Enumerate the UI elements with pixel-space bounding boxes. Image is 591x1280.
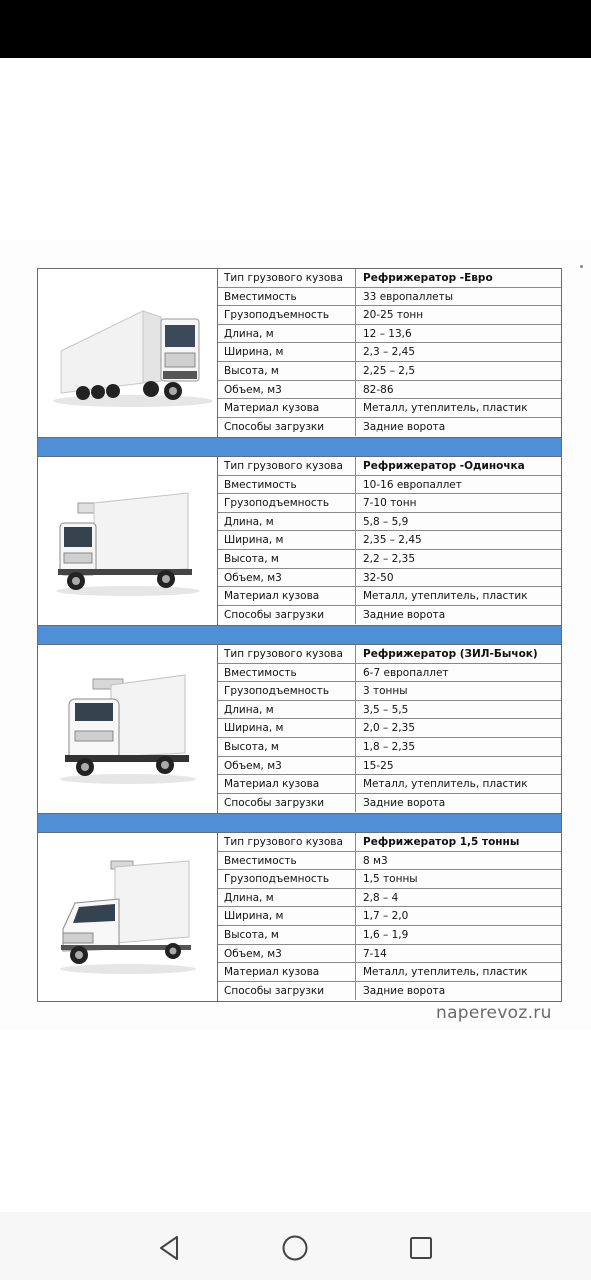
- spec-row: [218, 645, 561, 664]
- vehicle-block: [38, 457, 561, 626]
- vehicle-block: [38, 645, 561, 814]
- spec-row: [218, 587, 561, 606]
- spec-label: Тип грузового кузова: [218, 645, 356, 663]
- section-divider: [38, 438, 561, 457]
- spec-label: Длина, м: [218, 513, 356, 531]
- spec-value: 7-14: [363, 947, 387, 960]
- spec-label: Грузоподъемность: [218, 682, 356, 700]
- spec-rows: [218, 457, 561, 625]
- spec-label: Грузоподъемность: [218, 494, 356, 512]
- zil-truck-icon: [53, 669, 203, 789]
- van-truck-icon: [53, 857, 203, 977]
- spec-row: [218, 531, 561, 550]
- spec-label: Ширина, м: [218, 719, 356, 737]
- spec-row: [218, 606, 561, 625]
- spec-row: [218, 381, 561, 400]
- spec-label: Грузоподъемность: [218, 870, 356, 888]
- spec-value: Рефрижератор -Одиночка: [363, 460, 525, 472]
- spec-value: 2,2 – 2,35: [363, 552, 416, 565]
- spec-row: [218, 457, 561, 476]
- spec-row: [218, 889, 561, 908]
- spec-label: Объем, м3: [218, 381, 356, 399]
- spec-label: Высота, м: [218, 926, 356, 944]
- spec-value: Рефрижератор -Евро: [363, 272, 493, 284]
- spec-value: Задние ворота: [363, 608, 446, 621]
- spec-row: [218, 569, 561, 588]
- spec-row: [218, 399, 561, 418]
- spec-row: [218, 418, 561, 437]
- zil-truck-photo: [38, 645, 218, 813]
- spec-label: Ширина, м: [218, 907, 356, 925]
- spec-value: Металл, утеплитель, пластик: [363, 402, 528, 415]
- status-bar: [0, 0, 591, 58]
- spec-label: Длина, м: [218, 701, 356, 719]
- section-divider: [38, 626, 561, 645]
- spec-row: [218, 907, 561, 926]
- home-circle-icon[interactable]: [281, 1234, 309, 1262]
- spec-label: Вместимость: [218, 664, 356, 682]
- spec-value: 1,6 – 1,9: [363, 928, 409, 941]
- spec-label: Способы загрузки: [218, 418, 356, 437]
- spec-value: Рефрижератор (ЗИЛ-Бычок): [363, 648, 538, 660]
- spec-label: Вместимость: [218, 288, 356, 306]
- spec-label: Тип грузового кузова: [218, 457, 356, 475]
- spec-row: [218, 343, 561, 362]
- spec-row: [218, 288, 561, 307]
- spec-label: Вместимость: [218, 852, 356, 870]
- spec-label: Ширина, м: [218, 343, 356, 361]
- spec-label: Материал кузова: [218, 587, 356, 605]
- spec-row: [218, 362, 561, 381]
- spec-row: [218, 757, 561, 776]
- vehicle-block: [38, 269, 561, 438]
- spec-value: 2,3 – 2,45: [363, 346, 416, 359]
- spec-value: Металл, утеплитель, пластик: [363, 778, 528, 791]
- semi-truck-photo: [38, 269, 218, 437]
- spec-row: [218, 963, 561, 982]
- spec-row: [218, 701, 561, 720]
- spec-value: Задние ворота: [363, 984, 446, 997]
- spec-row: [218, 269, 561, 288]
- spec-value: 1,5 тонны: [363, 873, 418, 886]
- spec-row: [218, 833, 561, 852]
- spec-label: Длина, м: [218, 325, 356, 343]
- spec-label: Тип грузового кузова: [218, 833, 356, 851]
- spec-value: Задние ворота: [363, 796, 446, 809]
- spec-value: Задние ворота: [363, 420, 446, 433]
- spec-rows: [218, 833, 561, 1001]
- watermark-text: naperevoz.ru: [436, 1003, 552, 1023]
- semi-truck-icon: [43, 293, 213, 413]
- spec-row: [218, 738, 561, 757]
- spec-label: Грузоподъемность: [218, 306, 356, 324]
- spec-value: 6-7 европаллет: [363, 666, 449, 679]
- spec-row: [218, 775, 561, 794]
- spec-row: [218, 664, 561, 683]
- spec-row: [218, 852, 561, 871]
- spec-label: Вместимость: [218, 476, 356, 494]
- spec-value: 33 европаллеты: [363, 290, 454, 303]
- box-truck-photo: [38, 457, 218, 625]
- speck: [580, 265, 583, 268]
- spec-label: Высота, м: [218, 550, 356, 568]
- spec-rows: [218, 269, 561, 437]
- spec-label: Материал кузова: [218, 775, 356, 793]
- spec-label: Длина, м: [218, 889, 356, 907]
- spec-value: 8 м3: [363, 854, 388, 867]
- spec-value: 10-16 европаллет: [363, 478, 462, 491]
- spec-row: [218, 513, 561, 532]
- spec-value: 3 тонны: [363, 685, 408, 698]
- spec-rows: [218, 645, 561, 813]
- spec-value: 1,8 – 2,35: [363, 740, 416, 753]
- spec-value: 12 – 13,6: [363, 327, 412, 340]
- spec-label: Способы загрузки: [218, 794, 356, 813]
- spec-label: Объем, м3: [218, 945, 356, 963]
- spec-label: Объем, м3: [218, 757, 356, 775]
- spec-row: [218, 682, 561, 701]
- van-truck-photo: [38, 833, 218, 1001]
- spec-value: Металл, утеплитель, пластик: [363, 966, 528, 979]
- back-triangle-icon[interactable]: [155, 1234, 183, 1262]
- spec-label: Способы загрузки: [218, 606, 356, 625]
- truck-spec-table: [37, 268, 562, 1002]
- spec-value: 82-86: [363, 383, 394, 396]
- vehicle-block: [38, 833, 561, 1002]
- spec-label: Объем, м3: [218, 569, 356, 587]
- spec-value: 2,25 – 2,5: [363, 364, 416, 377]
- spec-label: Высота, м: [218, 362, 356, 380]
- spec-row: [218, 870, 561, 889]
- box-truck-icon: [48, 481, 208, 601]
- spec-value: 32-50: [363, 571, 394, 584]
- spec-value: 3,5 – 5,5: [363, 703, 409, 716]
- spec-row: [218, 719, 561, 738]
- spec-value: 7-10 тонн: [363, 497, 417, 510]
- spec-row: [218, 325, 561, 344]
- spec-value: 2,35 – 2,45: [363, 534, 422, 547]
- spec-row: [218, 476, 561, 495]
- spec-label: Ширина, м: [218, 531, 356, 549]
- navigation-bar: [0, 1212, 591, 1280]
- spec-label: Способы загрузки: [218, 982, 356, 1001]
- spec-label: Материал кузова: [218, 399, 356, 417]
- recents-square-icon[interactable]: [407, 1234, 435, 1262]
- spec-label: Материал кузова: [218, 963, 356, 981]
- spec-value: 2,0 – 2,35: [363, 722, 416, 735]
- section-divider: [38, 814, 561, 833]
- spec-row: [218, 306, 561, 325]
- spec-value: 15-25: [363, 759, 394, 772]
- spec-label: Тип грузового кузова: [218, 269, 356, 287]
- spec-value: 2,8 – 4: [363, 891, 399, 904]
- spec-row: [218, 794, 561, 813]
- spec-row: [218, 926, 561, 945]
- spec-row: [218, 550, 561, 569]
- spec-value: 20-25 тонн: [363, 309, 424, 322]
- spec-label: Высота, м: [218, 738, 356, 756]
- spec-value: 1,7 – 2,0: [363, 910, 409, 923]
- spec-row: [218, 982, 561, 1001]
- spec-row: [218, 494, 561, 513]
- spec-row: [218, 945, 561, 964]
- spec-value: Металл, утеплитель, пластик: [363, 590, 528, 603]
- spec-value: 5,8 – 5,9: [363, 515, 409, 528]
- spec-value: Рефрижератор 1,5 тонны: [363, 836, 520, 848]
